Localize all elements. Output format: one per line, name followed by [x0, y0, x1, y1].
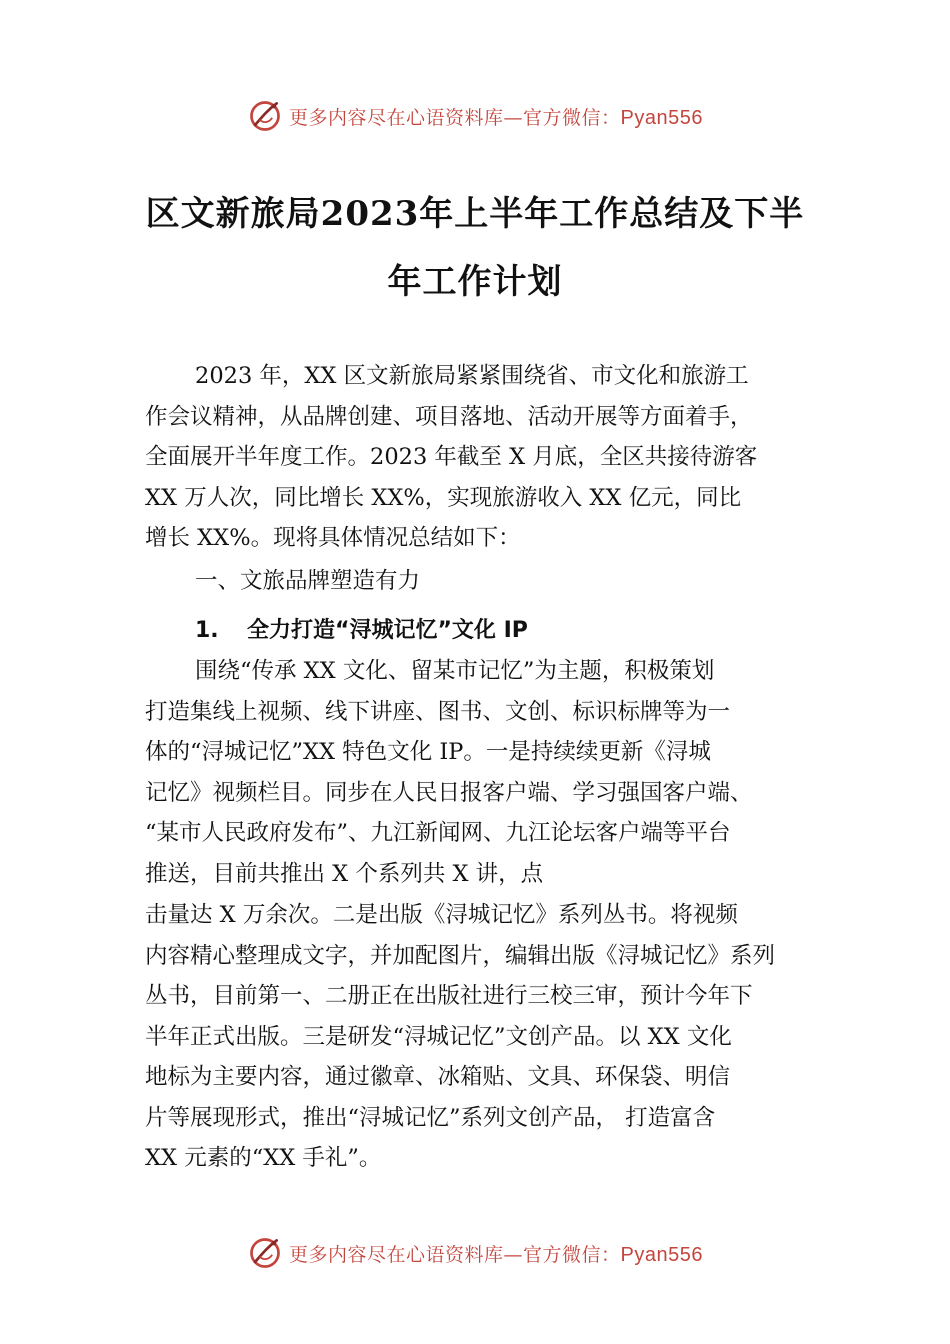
text-line: 内容精心整理成文字，并加配图片，编辑出版《浔城记忆》系列 [145, 942, 776, 969]
text-line: 推送，目前共推出 X 个系列共 X 讲，点 [145, 860, 544, 887]
text-line: XX 元素的“XX 手礼”。 [145, 1145, 382, 1171]
document-title [110, 180, 840, 316]
subsection-number: 1. [195, 618, 219, 643]
text-line: 体的“浔城记忆”XX 特色文化 IP。一是持续续更新《浔城 [145, 739, 711, 765]
brand-logo-icon [247, 1235, 283, 1271]
brand-logo-icon [247, 98, 283, 134]
watermark-text: 更多内容尽在心语资料库—官方微信：Pyan556 [289, 1243, 703, 1266]
text-line: 丛书，目前第一、二册正在出版社进行三校三审，预计今年下 [145, 983, 753, 1009]
intro-paragraph [145, 356, 815, 559]
text-line: 增长 XX%。现将具体情况总结如下： [145, 525, 521, 551]
watermark-banner-top [0, 96, 950, 136]
text-line: 打造集线上视频、线下讲座、图书、文创、标识标牌等为一 [145, 698, 731, 725]
title-line: 年工作计划 [387, 262, 563, 302]
text-line: 记忆》视频栏目。同步在人民日报客户端、学习强国客户端、 [145, 779, 753, 806]
text-line: 片等展现形式，推出“浔城记忆”系列文创产品， 打造富含 [145, 1104, 716, 1131]
subsection-title: 全力打造“浔城记忆”文化 IP [247, 618, 528, 643]
watermark-banner-bottom [0, 1233, 950, 1273]
text-line: 击量达 X 万余次。二是出版《浔城记忆》系列丛书。将视频 [145, 902, 738, 928]
section-heading [195, 561, 865, 602]
subsection-heading [195, 611, 528, 651]
text-line: “某市人民政府发布”、九江新闻网、九江论坛客户端等平台 [145, 820, 731, 846]
text-line: 围绕“传承 XX 文化、留某市记忆”为主题，积极策划 [195, 658, 715, 684]
text-line: 作会议精神，从品牌创建、项目落地、活动开展等方面着手， [145, 403, 753, 430]
watermark-account: Pyan556 [620, 1243, 703, 1266]
text-line: 地标为主要内容，通过徽章、冰箱贴、文具、环保袋、明信 [145, 1064, 731, 1090]
body-paragraph-continued [145, 895, 815, 1179]
watermark-account: Pyan556 [620, 106, 703, 129]
watermark-text: 更多内容尽在心语资料库—官方微信：Pyan556 [289, 106, 703, 129]
body-paragraph [145, 651, 815, 894]
text-line: 半年正式出版。三是研发“浔城记忆”文创产品。以 XX 文化 [145, 1023, 732, 1050]
text-line: 一、文旅品牌塑造有力 [195, 568, 421, 594]
text-line: XX 万人次，同比增长 XX%，实现旅游收入 XX 亿元，同比 [145, 484, 742, 511]
text-line: 2023 年，XX 区文新旅局紧紧围绕省、市文化和旅游工 [195, 363, 749, 389]
text-line: 全面展开半年度工作。2023 年截至 X 月底，全区共接待游客 [145, 444, 758, 470]
title-line: 区文新旅局2023年上半年工作总结及下半 [145, 194, 805, 234]
